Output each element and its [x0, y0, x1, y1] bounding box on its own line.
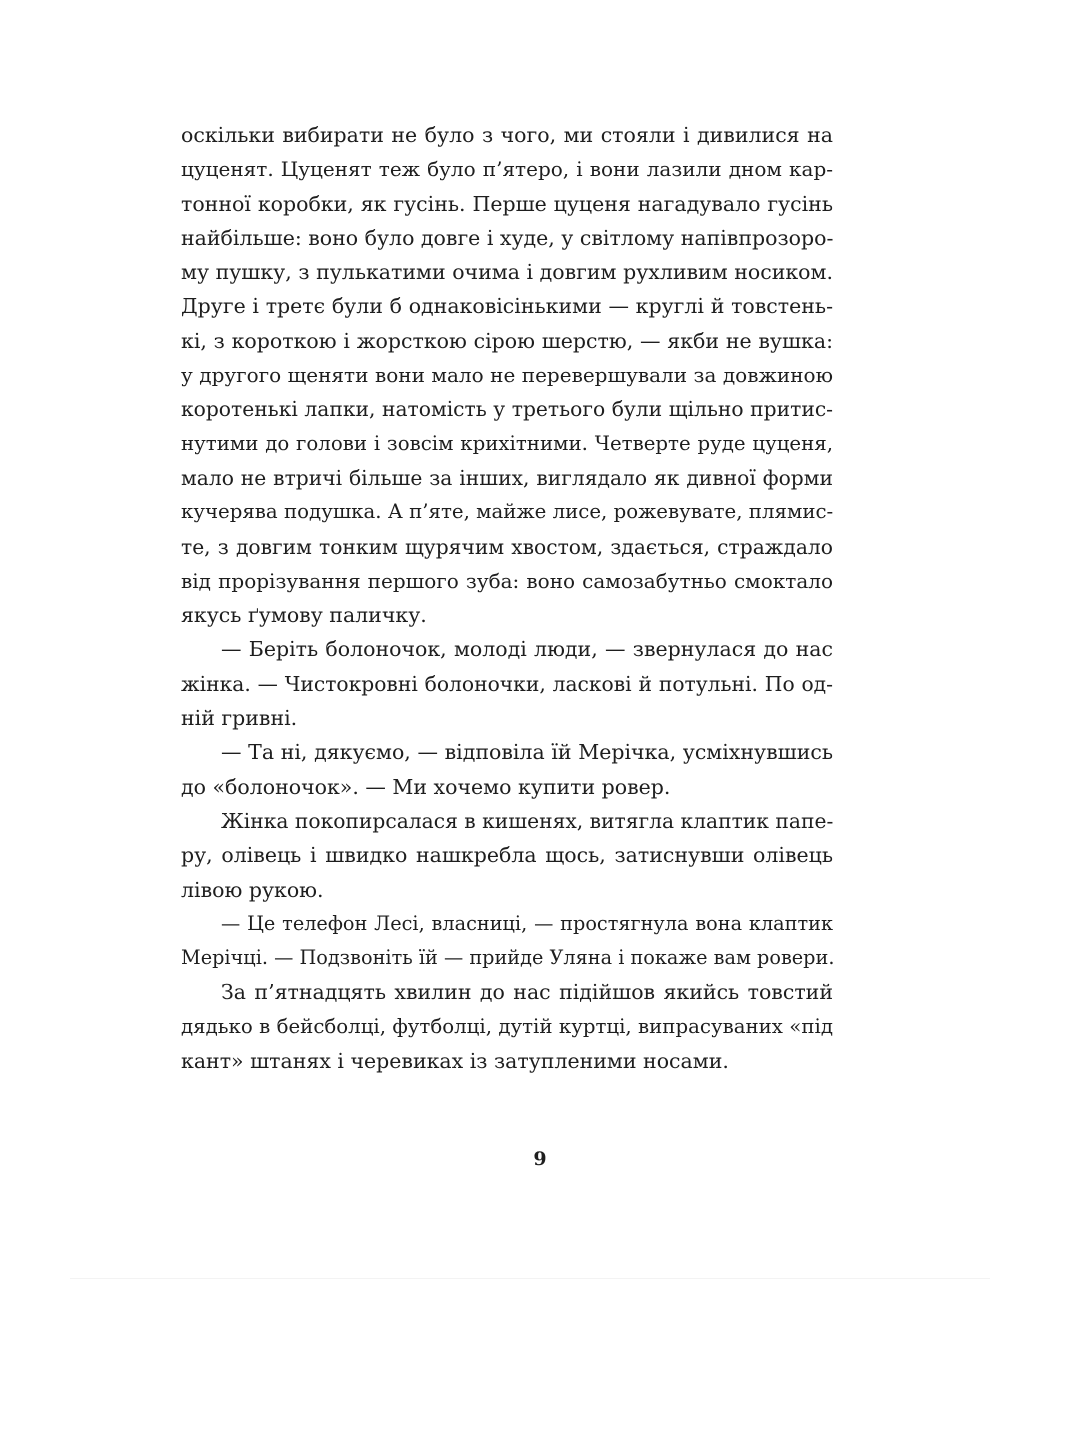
text-line: те, з довгим тонким щурячим хвостом, здається, страждало: [181, 534, 833, 559]
text-line: до «болоночок». — Ми хочемо купити ровер.: [181, 774, 671, 799]
text-line: му пушку, з пулькатими очима і довгим рухливим носиком.: [181, 260, 833, 285]
text-line: кучерява подушка. А п’яте, майже лисе, рожевувате, плямис-: [181, 500, 834, 524]
body-text: [181, 118, 833, 1078]
text-line: мало не втричі більше за інших, виглядало як дивної форми: [181, 465, 833, 490]
text-line: ній гривні.: [181, 706, 298, 731]
text-line: лівою рукою.: [181, 877, 324, 902]
text-line: тонної коробки, як гусінь. Перше цуценя нагадувало гусінь: [181, 191, 833, 216]
page-edge-divider: [70, 1278, 990, 1279]
text-line: жінка. — Чистокровні болоночки, ласкові й потульні. По од-: [181, 671, 833, 696]
text-line: кі, з короткою і жорсткою сірою шерстю, — якби не вушка:: [181, 328, 833, 353]
text-line: — Це телефон Лесі, власниці, — простягнула вона клаптик: [221, 911, 833, 935]
text-line: оскільки вибирати не було з чого, ми стояли і дивилися на: [181, 123, 833, 147]
text-line: цуценят. Цуценят теж було п’ятеро, і вони лазили дном кар-: [181, 157, 833, 182]
text-line: Друге і третє були б однаковісінькими — круглі й товстень-: [181, 294, 833, 319]
text-line: — Та ні, дякуємо, — відповіла їй Мерічка, усміхнувшись: [221, 740, 833, 765]
text-line: якусь ґумову паличку.: [181, 603, 427, 628]
text-line: — Беріть болоночок, молоді люди, — звернулася до нас: [221, 637, 833, 662]
text-line: кант» штанях і черевиках із затупленими носами.: [181, 1049, 729, 1074]
page-number: 9: [533, 1148, 547, 1170]
text-line: нутими до голови і зовсім крихітними. Четверте руде цуценя,: [181, 431, 833, 455]
text-line: За п’ятнадцять хвилин до нас підійшов якийсь товстий: [221, 980, 833, 1005]
text-line: Мерічці. — Подзвоніть їй — прийде Уляна і покаже вам ровери.: [181, 946, 835, 970]
text-line: ру, олівець і швидко нашкребла щось, затиснувши олівець: [181, 843, 833, 868]
text-line: у другого щеняти вони мало не перевершували за довжиною: [181, 363, 833, 388]
text-line: від прорізування першого зуба: воно самозабутньо смоктало: [181, 568, 833, 593]
text-line: дядько в бейсболці, футболці, дутій куртці, випрасуваних «під: [181, 1014, 833, 1038]
text-line: Жінка покопирсалася в кишенях, витягла клаптик папе-: [221, 808, 834, 833]
text-line: найбільше: воно було довге і худе, у світлому напівпрозоро-: [181, 225, 834, 250]
text-line: коротенькі лапки, натомість у третього були щільно притис-: [181, 397, 833, 422]
